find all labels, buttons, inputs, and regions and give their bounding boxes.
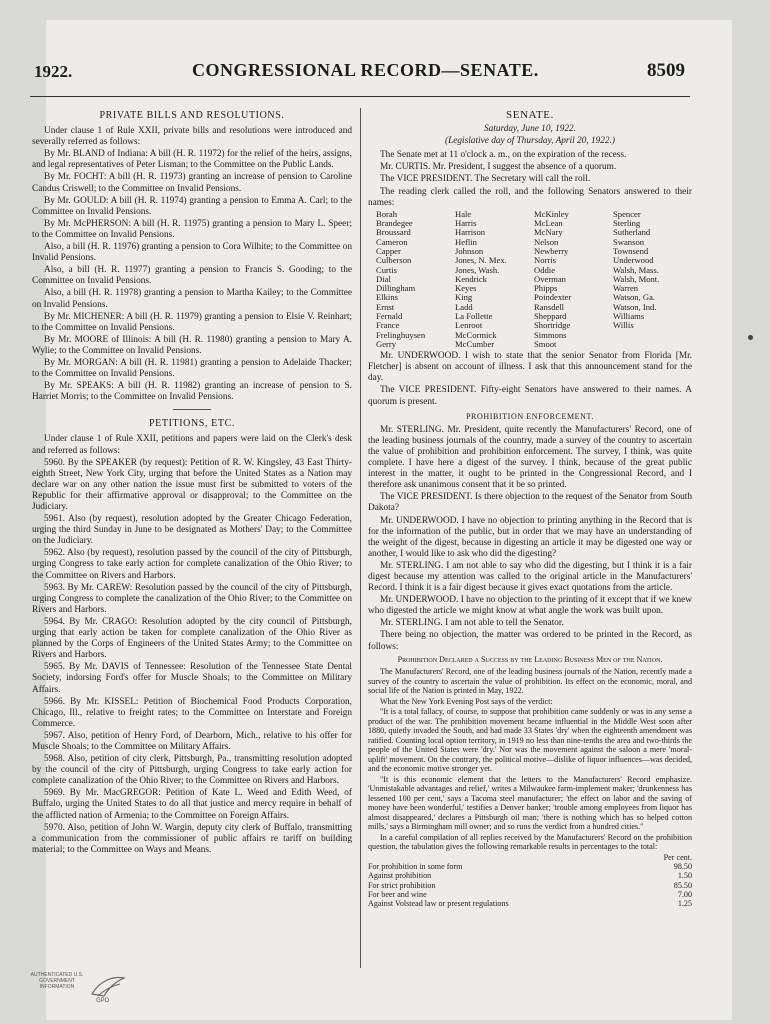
paragraph: By Mr. MORGAN: A bill (H. R. 11981) granting a pension to Adelaide Thacker; to the Committee on Invalid Pensions.	[32, 357, 352, 380]
senator-name: Watson, Ga.	[613, 292, 656, 303]
senator-name: Lenroot	[455, 320, 483, 331]
digest-heading: Prohibition Declared a Success by the Leading Business Men of the Nation.	[397, 654, 663, 664]
paragraph: By Mr. MOORE of Illinois: A bill (H. R. 11980) granting a pension to Mary A. Wylie; to the Committee on Invalid Pensions.	[32, 334, 352, 356]
senator-name: Brandegee	[376, 218, 413, 229]
percent-value: 98.50	[673, 862, 692, 872]
senator-name: McKinley	[534, 208, 569, 219]
paragraph: The VICE PRESIDENT. Fifty-eight Senators have answered to their names. A quorum is present.	[368, 385, 692, 407]
private-bills-list	[32, 126, 352, 403]
header-year: 1922.	[34, 62, 73, 81]
paragraph: The Manufacturers' Record, one of the leading business journals of the Nation, recently made a survey of the country to ascertain the value of prohibition. Its effect on the economic, moral, and social life of the Nation is printed in May, 1922.	[368, 667, 692, 696]
paragraph: 5970. Also, petition of John W. Wargin, deputy city clerk of Buffalo, transmitting a communication from the commissioner of public affairs re tariff on building material; to the Committee on Ways and Means.	[32, 822, 352, 855]
senator-name: Norris	[534, 255, 556, 266]
petitions-heading: PETITIONS, ETC.	[149, 418, 235, 430]
paragraph: The VICE PRESIDENT. Is there objection to the request of the Senator from South Dakota?	[368, 492, 692, 514]
header-page-number: 8509	[647, 60, 685, 81]
senator-name: Cameron	[376, 236, 408, 247]
percent-label: Against Volstead law or present regulations	[368, 899, 509, 909]
senator-name: Warren	[613, 283, 639, 294]
petitions-list	[32, 434, 352, 855]
paragraph: By Mr. SPEAKS: A bill (H. R. 11982) granting an increase of pension to S. Harriet Morris; to the Committee on Invalid Pensions.	[32, 381, 352, 403]
paragraph: "It is this economic element that the letters to the Manufacturers' Record emphasize. 'Unmistakable advantages and relief,' writes a Milwaukee farm-implement maker; 'drunkenness has lessened 100 per cent,' says a Tacoma steel manufacturer; 'the effect on labor and the saving of money have been wonderful,' testifies a Denver banker; 'trouble among employees from liquor has almost disappeared,' declares a Pittsburgh oil man; 'there is nothing which has so helped cotton mills,' says a Birmingham mill owner; and so runs the verdict from a hundred cities."	[368, 774, 692, 832]
gpo-authentication-seal	[28, 968, 138, 1010]
paragraph: The reading clerk called the roll, and the following Senators answered to their names:	[368, 186, 692, 208]
paragraph: In a careful compilation of all replies received by the Manufacturers' Record on the prohibition question, the tabulation gives the following remarkable results in percentages to the total:	[368, 832, 692, 852]
paragraph: Also, a bill (H. R. 11976) granting a pension to Cora Wilhite; to the Committee on Invalid Pensions.	[32, 242, 352, 264]
senator-name: Ransdell	[534, 301, 565, 312]
senator-name	[613, 340, 692, 349]
percent-value: 85.50	[673, 880, 692, 890]
senator-name: Borah	[376, 208, 398, 219]
paragraph: 5960. By the SPEAKER (by request): Petition of R. W. Kingsley, 43 East Thirty-eighth Street, New York City, urging that before the United States as a Nation may declare war on any other nation the issue must first be submitted to voters of the Republic for their affirmative approval or disapproval; to the Committee on the Judiciary.	[32, 457, 352, 512]
senator-name: Hale	[455, 208, 472, 219]
senator-name	[613, 331, 692, 340]
senator-name: McCumber	[455, 338, 495, 349]
senator-name: Smoot	[534, 338, 557, 349]
senator-name: Sheppard	[534, 311, 567, 322]
paragraph: Under clause 1 of Rule XXII, private bills and resolutions were introduced and severally referred as follows:	[32, 126, 352, 148]
paragraph: 5965. By Mr. DAVIS of Tennessee: Resolution of the Tennessee State Dental Society, indorsing Ford's offer for Muscle Shoals; to the Committee on Military Affairs.	[32, 662, 352, 695]
percent-row	[368, 871, 692, 880]
senator-name: Shortridge	[534, 320, 571, 331]
senator-name: Overman	[534, 273, 566, 284]
legislative-day: (Legislative day of Thursday, April 20, 1922.)	[444, 136, 615, 147]
digest-text	[368, 667, 692, 852]
senator-name: Culberson	[376, 255, 412, 266]
senator-name: Fernald	[376, 311, 403, 322]
senator-name: McNary	[534, 227, 563, 238]
authentication-text: AUTHENTICATED U.S. GOVERNMENT INFORMATION	[30, 972, 84, 990]
paragraph: By Mr. FOCHT: A bill (H. R. 11973) granting an increase of pension to Caroline Candus Criswell; to the Committee on Invalid Pensions.	[32, 172, 352, 194]
prohibition-debate	[368, 425, 692, 653]
senator-name: Johnson	[455, 245, 484, 256]
paragraph: 5963. By Mr. CAREW: Resolution passed by the council of the city of Pittsburgh, urging Congress to complete the canalization of the Ohio River; to the Committee on Rivers and Harbors.	[32, 582, 352, 615]
percent-header: Per cent.	[663, 852, 692, 862]
percent-label: Against prohibition	[368, 871, 432, 881]
percent-row	[368, 899, 692, 908]
senator-name: La Follette	[455, 311, 493, 322]
paragraph: Under clause 1 of Rule XXII, petitions and papers were laid on the Clerk's desk and referred as follows:	[32, 434, 352, 456]
senator-name: Oddie	[534, 264, 556, 275]
senator-name: Spencer	[613, 208, 641, 219]
paragraph: Also, a bill (H. R. 11978) granting a pension to Martha Kailey; to the Committee on Invalid Pensions.	[32, 288, 352, 310]
paragraph: By Mr. MICHENER: A bill (H. R. 11979) granting a pension to Elsie V. Reinhart; to the Committee on Invalid Pensions.	[32, 311, 352, 333]
opening-proceedings	[368, 150, 692, 208]
paragraph: Mr. STERLING. Mr. President, quite recently the Manufacturers' Record, one of the leading business journals of the country, made a survey of the country to ascertain the value of prohibition and prohibition enforcement. The survey, I think, was quite complete. I have here a digest of the survey. I think, because of the great public interest in the matter, it ought to be printed in the Congressional Record, and I therefore ask unanimous consent that it be so printed.	[368, 424, 692, 491]
senator-name: Frelinghuysen	[376, 329, 426, 340]
paragraph: By Mr. GOULD: A bill (H. R. 11974) granting a pension to Emma A. Carl; to the Committee on Invalid Pensions.	[32, 195, 352, 217]
paragraph: 5962. Also (by request), resolution passed by the council of the city of Pittsburgh, urging Congress to take early action for complete canalization of the Ohio River; to the Committee on Rivers and Harbors.	[32, 548, 352, 581]
paragraph: There being no objection, the matter was ordered to be printed in the Record, as follows:	[368, 630, 692, 652]
senator-name: Phipps	[534, 283, 558, 294]
senator-name: Sutherland	[613, 227, 651, 238]
paragraph: 5964. By Mr. CRAGO: Resolution adopted by the city council of Pittsburgh, urging that early action be taken for complete canalization of the Ohio River as planned by the Corps of Engineers of the United States Army; to the Committee on Rivers and Harbors.	[32, 616, 352, 661]
senator-name: Poindexter	[534, 292, 572, 303]
paragraph: Mr. UNDERWOOD. I wish to state that the senior Senator from Florida [Mr. Fletcher] is absent on account of illness. I ask that this announcement stand for the day.	[368, 351, 692, 384]
senator-name: Walsh, Mont.	[613, 273, 660, 284]
senator-name: Dial	[376, 273, 391, 284]
section-divider	[173, 409, 211, 410]
paragraph: Mr. STERLING. I am not able to say who did the digesting, but I think it is a fair digest because my attention was called to the original article in the Manufacturers' Record. I think it is a fair digest because it gives exact quotations from the article.	[368, 560, 692, 594]
senator-name: Jones, Wash.	[455, 264, 500, 275]
paragraph: Mr. CURTIS. Mr. President, I suggest the absence of a quorum.	[380, 162, 617, 173]
paragraph: Mr. UNDERWOOD. I have no objection to printing anything in the Record that is for the information of the public, but in order that we may have an understanding of the weight of the digest, because in digesting an article it may be digested one way or another, I would like to ask who did the digesting?	[368, 515, 692, 559]
page-header	[32, 58, 687, 88]
scan-mark	[748, 335, 753, 340]
senate-heading: SENATE.	[506, 109, 554, 121]
percent-label: For strict prohibition	[368, 880, 436, 890]
senator-name: Townsend	[613, 245, 649, 256]
senator-name: France	[376, 320, 400, 331]
senator-name: Ladd	[455, 301, 473, 312]
gpo-label: GPO	[96, 998, 110, 1004]
paragraph: 5967. Also, petition of Henry Ford, of Dearborn, Mich., relative to his offer for Muscle Shoals; to the Committee on Military Affairs.	[32, 730, 352, 752]
percent-row	[368, 862, 692, 871]
senator-name: McLean	[534, 218, 563, 229]
paragraph: The Senate met at 11 o'clock a. m., on the expiration of the recess.	[380, 150, 627, 161]
senator-name: Broussard	[376, 227, 411, 238]
date-line: Saturday, June 10, 1922.	[483, 124, 577, 135]
paragraph: What the New York Evening Post says of the verdict:	[380, 696, 553, 706]
senator-name: Gerry	[376, 338, 397, 349]
percent-value: 1.50	[677, 871, 692, 881]
left-column	[32, 108, 352, 988]
senator-name: Ernst	[376, 301, 395, 312]
senator-name: Dillingham	[376, 283, 416, 294]
paragraph: By Mr. BLAND of Indiana: A bill (H. R. 11972) for the relief of the heirs, assigns, and legal representatives of Peter Lisman; to the Committee on the Public Lands.	[32, 149, 352, 171]
paragraph: 5966. By Mr. KISSEL: Petition of Biochemical Food Products Corporation, Chicago, Ill., relative to freight rates; to the Committee on Interstate and Foreign Commerce.	[32, 696, 352, 729]
paragraph: 5968. Also, petition of city clerk, Pittsburgh, Pa., transmitting resolution adopted by the council of the city of Pittsburgh, urging Congress to take early action for complete canalization of the Ohio River; to the Committee on Rivers and Harbors.	[32, 754, 352, 787]
paragraph: Mr. STERLING. I am not able to tell the Senator.	[380, 618, 564, 629]
percent-table	[368, 862, 692, 908]
percent-row	[368, 881, 692, 890]
header-rule	[30, 96, 690, 97]
after-roll-proceedings	[368, 351, 692, 407]
paragraph: Mr. UNDERWOOD. I have no objection to the printing of it except that if we knew who digested the article we might know at what angle the work was built upon.	[368, 595, 692, 617]
senator-name: McCormick	[455, 329, 497, 340]
senator-name: Harrison	[455, 227, 486, 238]
senator-name: Nelson	[534, 236, 559, 247]
senator-name: Walsh, Mass.	[613, 264, 659, 275]
percent-row	[368, 890, 692, 899]
senator-name: Keyes	[455, 283, 477, 294]
header-title: CONGRESSIONAL RECORD—SENATE.	[192, 60, 539, 80]
percent-label: For prohibition in some form	[368, 862, 463, 872]
percent-value: 1.25	[677, 899, 692, 909]
senator-name: Simmons	[534, 329, 567, 340]
senator-name: Swanson	[613, 236, 645, 247]
senator-name: Willis	[613, 320, 634, 331]
right-column	[368, 108, 692, 988]
percent-value: 7.00	[677, 890, 692, 900]
senator-name: Williams	[613, 311, 645, 322]
senator-name: Newberry	[534, 245, 569, 256]
senator-name: Kendrick	[455, 273, 487, 284]
senator-name: Harris	[455, 218, 477, 229]
paragraph: The VICE PRESIDENT. The Secretary will call the roll.	[380, 174, 591, 185]
prohibition-heading: PROHIBITION ENFORCEMENT.	[465, 411, 595, 421]
private-bills-heading: PRIVATE BILLS AND RESOLUTIONS.	[99, 110, 285, 121]
senator-name: King	[455, 292, 473, 303]
senator-name: Heflin	[455, 236, 477, 247]
senator-name: Capper	[376, 245, 401, 256]
percent-label: For beer and wine	[368, 890, 427, 900]
senator-name: Jones, N. Mex.	[455, 255, 507, 266]
roll-call-names	[376, 210, 692, 349]
senator-name: Sterling	[613, 218, 641, 229]
senator-name: Curtis	[376, 264, 398, 275]
paragraph: By Mr. McPHERSON: A bill (H. R. 11975) granting a pension to Mary L. Speer; to the Committee on Invalid Pensions.	[32, 218, 352, 240]
senator-name: Watson, Ind.	[613, 301, 657, 312]
paragraph: 5969. By Mr. MacGREGOR: Petition of Kate L. Weed and Edith Weed, of Buffalo, urging the United States to do all that justice and mercy require in behalf of the afflicted nation of Armenia; to the Committee on Foreign Affairs.	[32, 788, 352, 821]
paragraph: Also, a bill (H. R. 11977) granting a pension to Francis S. Gooding; to the Committee on Invalid Pensions.	[32, 265, 352, 287]
column-divider	[360, 108, 361, 968]
senator-name: Underwood	[613, 255, 654, 266]
paragraph: "It is a total fallacy, of course, to suppose that prohibition came suddenly or was in any sense a product of the war. The prohibition movement became influential in the Middle West soon after 1880, quietly invaded the South, and had made 33 States 'dry' when the eighteenth amendment was ratified. Counting local option territory, in 1919 no less than nine-tenths the area and two-thirds the people of the United States were 'dry.' Nor was the movement against the saloon a mere 'moral-uplift' movement. On the contrary, the political motive—dislike of liquor influences—was decided, and the economic motive stronger yet.	[368, 707, 692, 774]
paragraph: 5961. Also (by request), resolution adopted by the Greater Chicago Federation, urging the third Sunday in June to be designated as Mothers' Day; to the Committee on the Judiciary.	[32, 514, 352, 547]
senator-name: Elkins	[376, 292, 398, 303]
